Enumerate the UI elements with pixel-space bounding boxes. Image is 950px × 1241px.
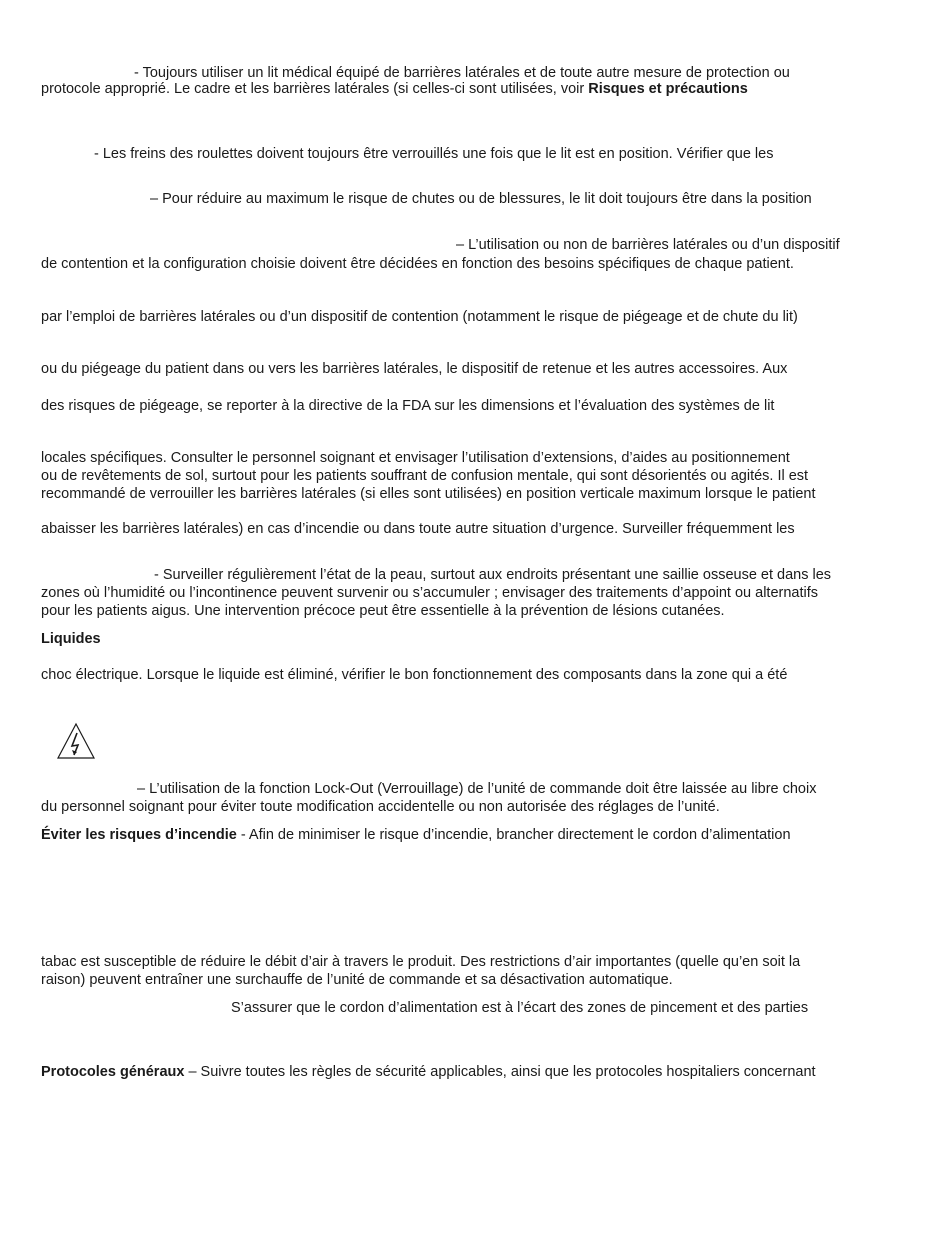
text-line: tabac est susceptible de réduire le débit d’air à travers le produit. Des restrictions d’air importantes (quelle qu’en soit la [41,954,801,970]
text-line: pour les patients aigus. Une intervention précoce peut être essentielle à la prévention de lésions cutanées. [41,603,725,619]
text-line: recommandé de verrouiller les barrières latérales (si elles sont utilisées) en position verticale maximum lorsque le patient [41,486,816,502]
text-line: du personnel soignant pour éviter toute modification accidentelle ou non autorisée des réglages de l’unité. [41,799,720,815]
text-line: choc électrique. Lorsque le liquide est éliminé, vérifier le bon fonctionnement des composants dans la zone qui a été [41,667,788,683]
electrical-hazard-triangle-icon [56,722,96,760]
text-line: ou du piégeage du patient dans ou vers les barrières latérales, le dispositif de retenue et les autres accessoires. Aux [41,361,788,377]
text-span: protocole approprié. Le cadre et les barrières latérales (si celles-ci sont utilisées, voir [41,81,589,97]
text-line: - Les freins des roulettes doivent toujours être verrouillés une fois que le lit est en position. Vérifier que les [94,146,774,162]
text-line: - Surveiller régulièrement l’état de la peau, surtout aux endroits présentant une saillie osseuse et dans les [154,567,832,583]
text-line: – Pour réduire au maximum le risque de chutes ou de blessures, le lit doit toujours être dans la position [150,191,812,207]
bold-heading: Éviter les risques d’incendie [41,827,237,843]
text-line: – L’utilisation de la fonction Lock-Out (Verrouillage) de l’unité de commande doit être laissée au libre choix [137,781,817,797]
text-line: raison) peuvent entraîner une surchauffe de l’unité de commande et sa désactivation automatique. [41,972,673,988]
text-line: de contention et la configuration choisie doivent être décidées en fonction des besoins spécifiques de chaque patient. [41,256,794,272]
text-line: locales spécifiques. Consulter le personnel soignant et envisager l’utilisation d’extensions, d’aides au positionnement [41,450,790,466]
section-heading: Liquides [41,631,101,647]
text-span: - Afin de minimiser le risque d’incendie, brancher directement le cordon d’alimentation [236,827,791,843]
text-line: par l’emploi de barrières latérales ou d’un dispositif de contention (notamment le risque de piégeage et de chute du lit) [41,309,798,325]
bold-heading: Protocoles généraux [41,1064,185,1080]
text-line: S’assurer que le cordon d’alimentation est à l’écart des zones de pincement et des parties [231,1000,809,1016]
text-span: – Suivre toutes les règles de sécurité applicables, ainsi que les protocoles hospitaliers concernant [184,1064,816,1080]
bold-reference: Risques et précautions [588,81,748,97]
text-line [41,1063,816,1081]
text-line: - Toujours utiliser un lit médical équipé de barrières latérales et de toute autre mesure de protection ou [134,65,790,81]
text-line: ou de revêtements de sol, surtout pour les patients souffrant de confusion mentale, qui sont désorientés ou agités. Il est [41,468,809,484]
text-line: – L’utilisation ou non de barrières latérales ou d’un dispositif [456,237,840,253]
text-line: abaisser les barrières latérales) en cas d’incendie ou dans toute autre situation d’urgence. Surveiller fréquemment les [41,521,795,537]
text-line: des risques de piégeage, se reporter à la directive de la FDA sur les dimensions et l’évaluation des systèmes de lit [41,398,775,414]
text-line: zones où l’humidité ou l’incontinence peuvent survenir ou s’accumuler ; envisager des traitements d’appoint ou alternatifs [41,585,818,601]
text-line [41,826,791,844]
text-line [41,80,748,98]
